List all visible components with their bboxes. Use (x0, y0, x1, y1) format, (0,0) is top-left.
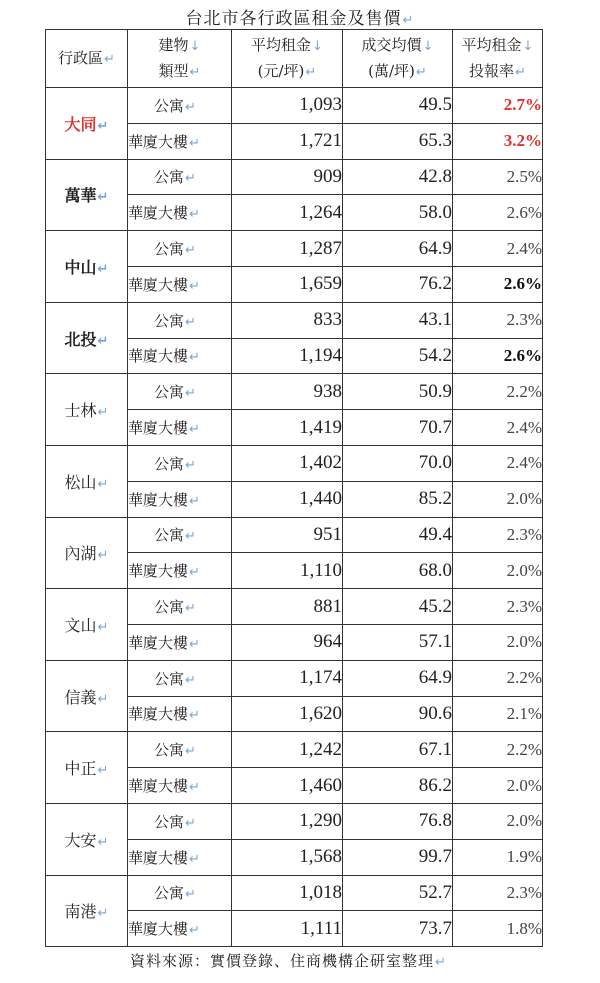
district-name: 中正 (64, 759, 97, 779)
return-mark-icon: ↵ (97, 906, 109, 922)
page-title (0, 4, 600, 29)
avg-rent-cell: 1,402 (232, 445, 343, 481)
down-mark-icon: ↓ (189, 38, 201, 54)
return-mark-icon: ↵ (97, 405, 109, 421)
district-cell (46, 231, 128, 303)
source-text: 資料來源：實價登錄、住商機構企研室整理 (130, 952, 435, 970)
avg-rent-cell: 833 (232, 302, 343, 338)
return-mark-icon: ↵ (97, 691, 109, 707)
avg-price-cell: 70.7 (343, 410, 453, 446)
avg-rent-cell: 1,110 (232, 553, 343, 589)
table-row (46, 803, 543, 839)
building-type-cell (128, 88, 232, 124)
district-cell (46, 88, 128, 160)
table-row (46, 445, 543, 481)
header-district: 行政區↵ (46, 30, 128, 88)
avg-rent-cell: 1,568 (232, 839, 343, 875)
building-type-cell (128, 839, 232, 875)
return-mark-icon: ↵ (97, 619, 109, 635)
avg-price-cell: 42.8 (343, 159, 453, 195)
avg-rent-cell: 1,440 (232, 481, 343, 517)
district-name: 萬華 (64, 186, 97, 206)
avg-rent-cell: 1,419 (232, 410, 343, 446)
building-type: 公寓 (154, 383, 185, 402)
building-type-cell (128, 768, 232, 804)
building-type: 公寓 (154, 812, 185, 831)
avg-rent-cell: 1,174 (232, 660, 343, 696)
table-row (46, 302, 543, 338)
down-mark-icon: ↓ (422, 38, 434, 54)
return-mark-icon: ↵ (185, 744, 196, 760)
avg-rent-cell: 1,242 (232, 732, 343, 768)
district-cell (46, 660, 128, 732)
rent-yield-cell: 2.5% (453, 159, 543, 195)
rent-yield-cell: 1.9% (453, 839, 543, 875)
rent-yield-cell: 2.3% (453, 517, 543, 553)
avg-price-cell: 45.2 (343, 589, 453, 625)
building-type: 公寓 (154, 741, 185, 760)
avg-rent-cell: 1,620 (232, 696, 343, 732)
down-mark-icon: ↓ (522, 38, 534, 54)
avg-price-cell: 64.9 (343, 231, 453, 267)
table-row (46, 517, 543, 553)
header-building-type: 建物↓ 類型↵ (128, 30, 232, 88)
building-type-cell (128, 231, 232, 267)
building-type: 華廈大樓 (128, 419, 189, 438)
avg-price-cell: 65.3 (343, 123, 453, 159)
return-mark-icon: ↵ (515, 64, 526, 80)
avg-price-cell: 67.1 (343, 732, 453, 768)
avg-price-cell: 76.8 (343, 803, 453, 839)
avg-rent-cell: 1,093 (232, 88, 343, 124)
avg-rent-cell: 1,018 (232, 875, 343, 911)
district-cell (46, 875, 128, 947)
avg-rent-cell: 1,111 (232, 911, 343, 947)
rent-yield-cell: 2.3% (453, 302, 543, 338)
rent-yield-cell: 2.4% (453, 231, 543, 267)
building-type-cell (128, 624, 232, 660)
building-type: 公寓 (154, 240, 185, 259)
rent-yield-cell: 2.1% (453, 696, 543, 732)
avg-rent-cell: 964 (232, 624, 343, 660)
district-cell (46, 445, 128, 517)
avg-price-cell: 49.4 (343, 517, 453, 553)
building-type-cell (128, 517, 232, 553)
return-mark-icon: ↵ (189, 923, 200, 939)
return-mark-icon: ↵ (189, 851, 200, 867)
avg-price-cell: 86.2 (343, 768, 453, 804)
avg-price-cell: 54.2 (343, 338, 453, 374)
header-rent-yield: 平均租金↓ 投報率↵ (453, 30, 543, 88)
rent-yield-cell: 2.0% (453, 553, 543, 589)
return-mark-icon: ↵ (185, 815, 196, 831)
avg-price-cell: 70.0 (343, 445, 453, 481)
avg-price-cell: 57.1 (343, 624, 453, 660)
building-type: 華廈大樓 (128, 204, 189, 223)
building-type-cell (128, 875, 232, 911)
return-mark-icon: ↵ (97, 190, 109, 206)
district-name: 內湖 (64, 544, 97, 564)
building-type-cell (128, 338, 232, 374)
district-name: 大同 (64, 114, 97, 134)
avg-price-cell: 99.7 (343, 839, 453, 875)
table-row (46, 231, 543, 267)
rent-yield-cell: 2.2% (453, 374, 543, 410)
district-name: 松山 (64, 472, 97, 492)
building-type-cell (128, 553, 232, 589)
district-cell (46, 302, 128, 374)
return-mark-icon: ↵ (189, 780, 200, 796)
rent-yield-cell: 2.6% (453, 338, 543, 374)
rent-yield-cell: 2.2% (453, 732, 543, 768)
avg-rent-cell: 1,264 (232, 195, 343, 231)
avg-price-cell: 50.9 (343, 374, 453, 410)
building-type: 公寓 (154, 598, 185, 617)
return-mark-icon: ↵ (97, 118, 109, 134)
return-mark-icon: ↵ (97, 261, 109, 277)
return-mark-icon: ↵ (97, 333, 109, 349)
building-type-cell (128, 732, 232, 768)
building-type-cell (128, 911, 232, 947)
return-mark-icon: ↵ (185, 457, 196, 473)
building-type: 華廈大樓 (128, 777, 189, 796)
building-type-cell (128, 159, 232, 195)
building-type-cell (128, 195, 232, 231)
table-row (46, 875, 543, 911)
avg-rent-cell: 951 (232, 517, 343, 553)
building-type: 公寓 (154, 454, 185, 473)
table-row (46, 660, 543, 696)
table-row (46, 159, 543, 195)
building-type-cell (128, 266, 232, 302)
return-mark-icon: ↵ (189, 350, 200, 366)
return-mark-icon: ↵ (402, 13, 415, 28)
avg-price-cell: 52.7 (343, 875, 453, 911)
building-type: 公寓 (154, 168, 185, 187)
avg-price-cell: 64.9 (343, 660, 453, 696)
avg-rent-cell: 1,194 (232, 338, 343, 374)
return-mark-icon: ↵ (185, 672, 196, 688)
district-name: 信義 (64, 687, 97, 707)
table-row (46, 88, 543, 124)
avg-rent-cell: 938 (232, 374, 343, 410)
building-type: 華廈大樓 (128, 633, 189, 652)
rent-yield-cell: 2.4% (453, 410, 543, 446)
building-type: 公寓 (154, 526, 185, 545)
district-cell (46, 517, 128, 589)
avg-price-cell: 73.7 (343, 911, 453, 947)
avg-price-cell: 85.2 (343, 481, 453, 517)
header-avg-rent: 平均租金↓ (元/坪)↵ (232, 30, 343, 88)
building-type-cell (128, 660, 232, 696)
rent-yield-cell: 2.0% (453, 624, 543, 660)
return-mark-icon: ↵ (189, 708, 200, 724)
building-type: 公寓 (154, 96, 185, 115)
return-mark-icon: ↵ (435, 955, 447, 970)
rent-yield-cell: 2.7% (453, 88, 543, 124)
table-row (46, 732, 543, 768)
avg-rent-cell: 1,659 (232, 266, 343, 302)
rent-yield-cell: 2.0% (453, 803, 543, 839)
building-type: 公寓 (154, 884, 185, 903)
rent-yield-cell: 2.3% (453, 875, 543, 911)
district-name: 南港 (64, 902, 97, 922)
rent-price-table (45, 29, 543, 947)
avg-price-cell: 43.1 (343, 302, 453, 338)
building-type: 華廈大樓 (128, 848, 189, 867)
rent-yield-cell: 3.2% (453, 123, 543, 159)
rent-yield-cell: 2.6% (453, 195, 543, 231)
source-note (130, 950, 570, 971)
rent-yield-cell: 2.0% (453, 768, 543, 804)
avg-rent-cell: 1,460 (232, 768, 343, 804)
return-mark-icon: ↵ (185, 529, 196, 545)
avg-rent-cell: 1,721 (232, 123, 343, 159)
building-type-cell (128, 696, 232, 732)
header-avg-price: 成交均價↓ (萬/坪)↵ (343, 30, 453, 88)
avg-rent-cell: 1,290 (232, 803, 343, 839)
avg-rent-cell: 909 (232, 159, 343, 195)
building-type: 華廈大樓 (128, 920, 189, 939)
district-name: 士林 (64, 401, 97, 421)
district-cell (46, 159, 128, 231)
rent-yield-cell: 2.0% (453, 481, 543, 517)
rent-yield-cell: 1.8% (453, 911, 543, 947)
district-cell (46, 374, 128, 446)
building-type-cell (128, 410, 232, 446)
building-type-cell (128, 481, 232, 517)
return-mark-icon: ↵ (97, 548, 109, 564)
return-mark-icon: ↵ (104, 51, 115, 67)
rent-yield-cell: 2.3% (453, 589, 543, 625)
avg-rent-cell: 1,287 (232, 231, 343, 267)
building-type: 華廈大樓 (128, 275, 189, 294)
return-mark-icon: ↵ (97, 476, 109, 492)
return-mark-icon: ↵ (305, 64, 317, 80)
building-type: 公寓 (154, 311, 185, 330)
building-type: 華廈大樓 (128, 132, 189, 151)
district-name: 文山 (64, 615, 97, 635)
building-type-cell (128, 374, 232, 410)
building-type: 華廈大樓 (128, 490, 189, 509)
return-mark-icon: ↵ (185, 887, 196, 903)
avg-price-cell: 90.6 (343, 696, 453, 732)
avg-price-cell: 49.5 (343, 88, 453, 124)
avg-rent-cell: 881 (232, 589, 343, 625)
return-mark-icon: ↵ (185, 386, 196, 402)
table-body (46, 88, 543, 947)
title-text: 台北市各行政區租金及售價 (185, 9, 402, 29)
return-mark-icon: ↵ (189, 636, 200, 652)
return-mark-icon: ↵ (415, 64, 427, 80)
return-mark-icon: ↵ (189, 135, 200, 151)
avg-price-cell: 68.0 (343, 553, 453, 589)
return-mark-icon: ↵ (185, 314, 196, 330)
down-mark-icon: ↓ (312, 38, 323, 54)
district-name: 北投 (64, 329, 97, 349)
building-type: 華廈大樓 (128, 705, 189, 724)
return-mark-icon: ↵ (185, 601, 196, 617)
district-name: 大安 (64, 830, 97, 850)
return-mark-icon: ↵ (189, 278, 200, 294)
rent-yield-cell: 2.4% (453, 445, 543, 481)
building-type-cell (128, 302, 232, 338)
rent-yield-cell: 2.6% (453, 266, 543, 302)
return-mark-icon: ↵ (189, 422, 200, 438)
building-type-cell (128, 589, 232, 625)
building-type-cell (128, 445, 232, 481)
district-cell (46, 803, 128, 875)
return-mark-icon: ↵ (97, 834, 109, 850)
header-row (46, 30, 543, 88)
table-row (46, 589, 543, 625)
return-mark-icon: ↵ (189, 565, 200, 581)
district-name: 中山 (64, 257, 97, 277)
building-type: 華廈大樓 (128, 562, 189, 581)
building-type-cell (128, 803, 232, 839)
avg-price-cell: 58.0 (343, 195, 453, 231)
return-mark-icon: ↵ (189, 493, 200, 509)
table-row (46, 374, 543, 410)
return-mark-icon: ↵ (189, 207, 200, 223)
rent-yield-cell: 2.2% (453, 660, 543, 696)
return-mark-icon: ↵ (189, 64, 201, 80)
district-cell (46, 589, 128, 661)
building-type: 華廈大樓 (128, 347, 189, 366)
return-mark-icon: ↵ (185, 99, 196, 115)
return-mark-icon: ↵ (185, 171, 196, 187)
return-mark-icon: ↵ (97, 763, 109, 779)
district-cell (46, 732, 128, 804)
building-type-cell (128, 123, 232, 159)
return-mark-icon: ↵ (185, 243, 196, 259)
building-type: 公寓 (154, 669, 185, 688)
avg-price-cell: 76.2 (343, 266, 453, 302)
